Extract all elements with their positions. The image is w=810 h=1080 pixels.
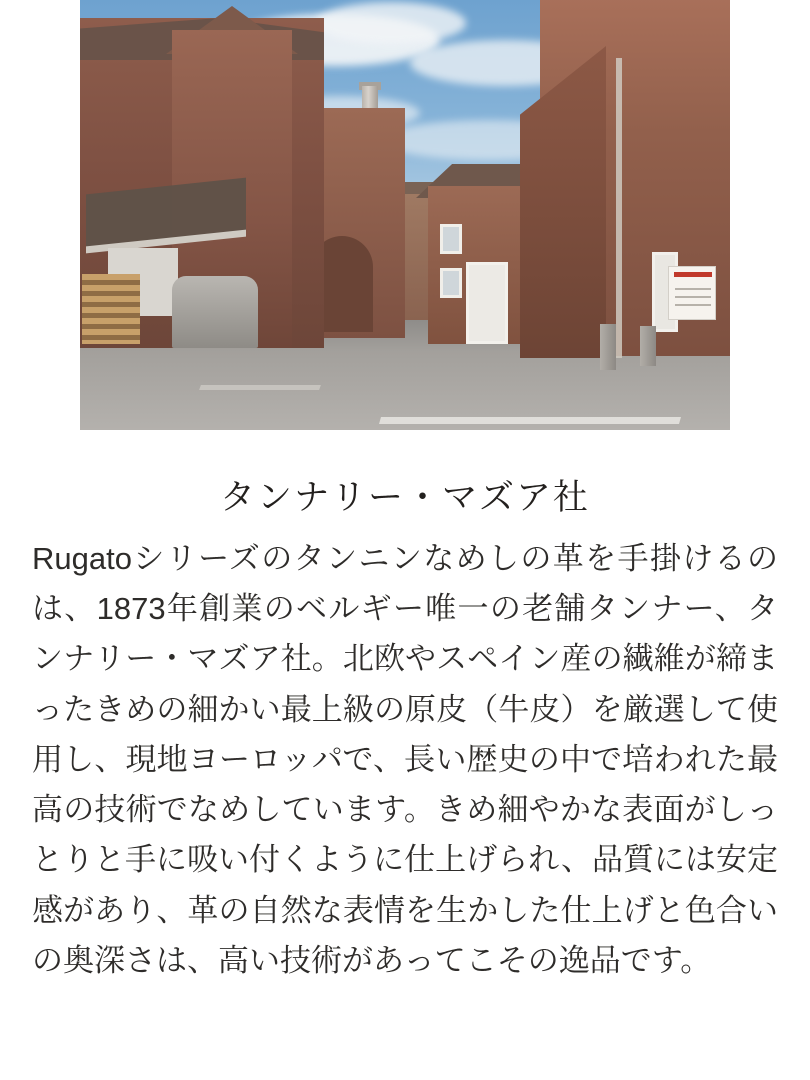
wood-pallets	[82, 274, 140, 344]
house-door	[466, 262, 508, 344]
article-content	[0, 430, 810, 986]
window	[440, 268, 462, 298]
wall-sign-header	[674, 272, 712, 277]
bollard	[600, 324, 616, 370]
hero-image	[80, 0, 730, 430]
article-body: Rugatoシリーズのタンニンなめしの革を手掛けるのは、1873年創業のベルギー唯一の老舗タンナー、タンナリー・マズア社。北欧やスペイン産の繊維が締まったきめの細かい最上級の原皮（牛皮）を厳選して使用し、現地ヨーロッパで、長い歴史の中で培われた最高の技術でなめしています。きめ細やかな表面がしっとりと手に吸い付くように仕上げられ、品質には安定感があり、革の自然な表情を生かした仕上げと色合いの奥深さは、高い技術があってこその逸品です。	[32, 541, 778, 978]
cloud	[316, 2, 466, 44]
photo-illustration	[80, 0, 730, 430]
wall-sign-line	[675, 304, 711, 306]
downpipe	[616, 58, 622, 358]
page-title: タンナリー・マズア社	[219, 478, 590, 517]
bollard	[640, 326, 656, 366]
road-marking	[199, 385, 321, 390]
road-marking	[379, 417, 681, 424]
window	[440, 224, 462, 254]
metal-tank	[172, 276, 258, 348]
wall-sign-line	[675, 288, 711, 290]
wall-sign-line	[675, 296, 711, 298]
